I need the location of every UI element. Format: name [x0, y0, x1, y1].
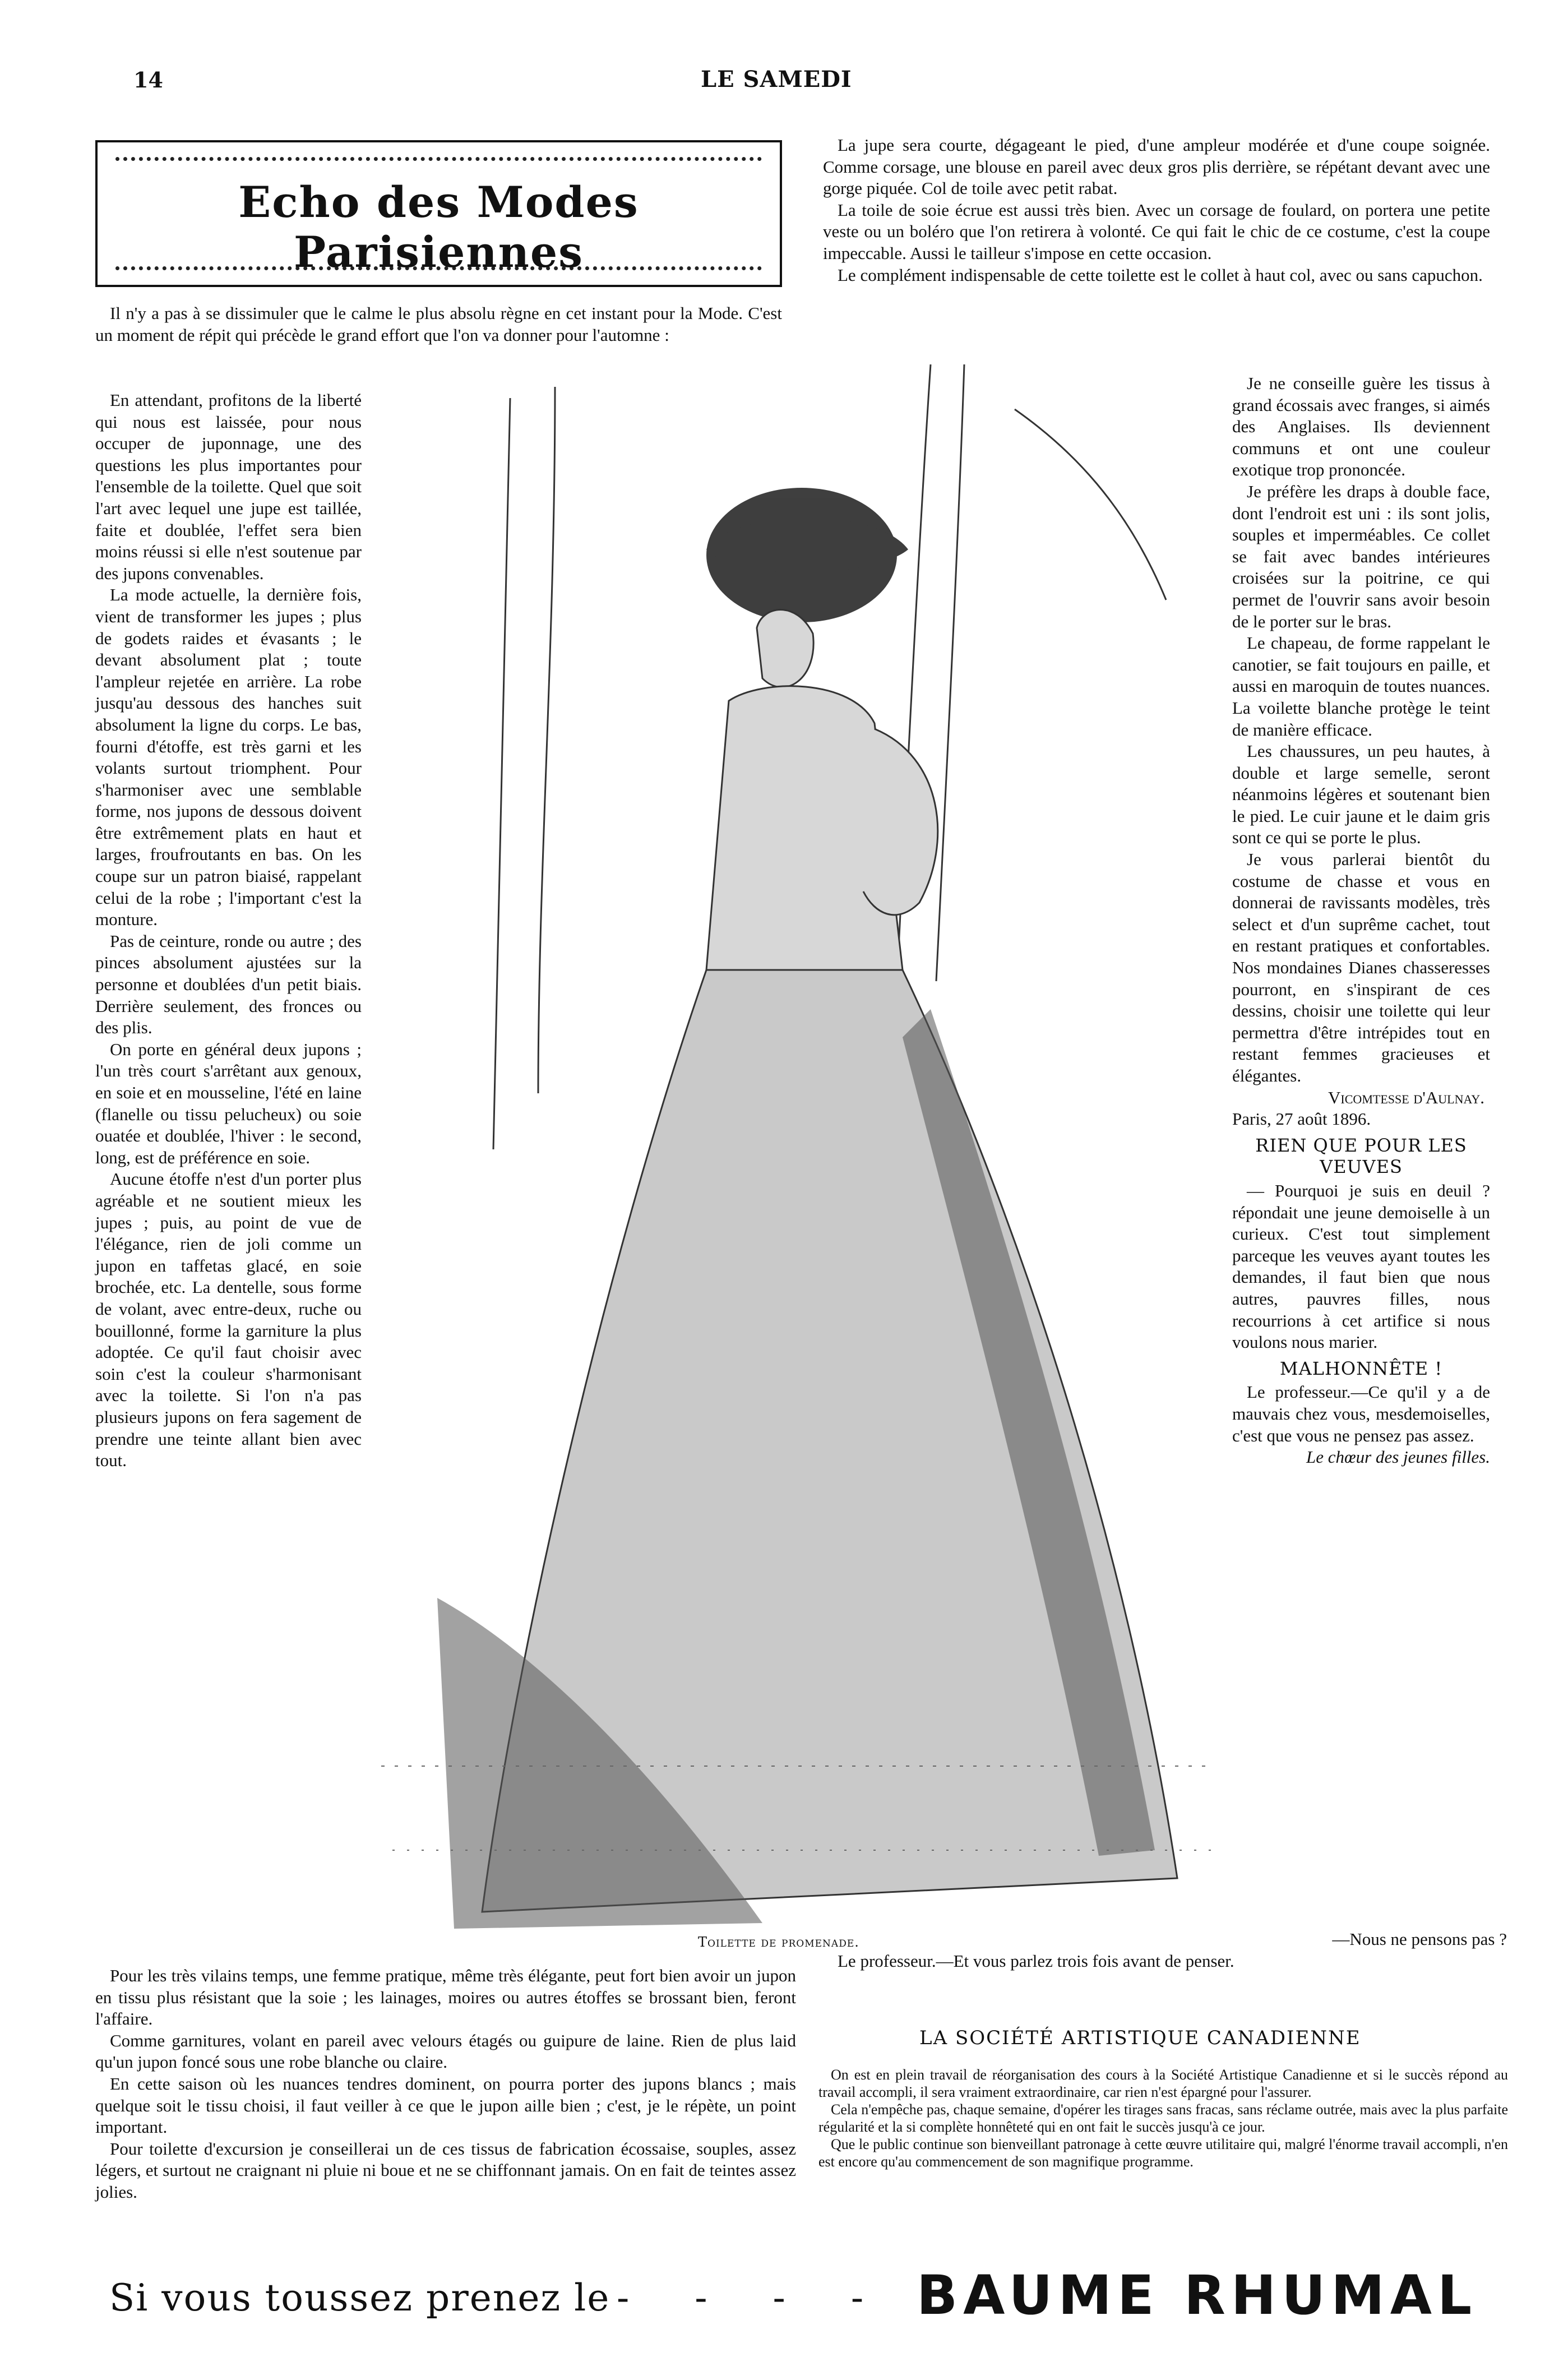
paragraph: Pour les très vilains temps, une femme pratique, même très élégante, peut fort bien avoir un jupon en tissu plus résistant que la soie ; les lainages, moires ou autres étoffes se brossant bien, feront l'affaire. — [95, 1966, 796, 2029]
humor-continuation — [823, 1929, 1507, 1972]
paragraph: La toile de soie écrue est aussi très bien. Avec un corsage de foulard, on portera une petite veste ou un boléro que l'on retirera à volonté. Ce qui fait le chic de ce costume, c'est la coupe impeccable. Aussi le tailleur s'impose en cette occasion. — [823, 200, 1490, 263]
paragraph: Je vous parlerai bientôt du costume de chasse et vous en donnerai de ravissants modèles, très select et d'un suprême cachet, tout en restant pratiques et confortables. Nos mondaines Dianes chasseresses pourront, en s'inspirant de ces dessins, choisir une toilette qui leur permettra d'être intrépides tout en restant femmes gracieuses et élégantes. — [1232, 849, 1490, 1085]
paragraph: Je ne conseille guère les tissus à grand écossais avec franges, si aimés des Anglaises. Ils deviennent communs et ont une couleur exotique trop prononcée. — [1232, 373, 1490, 480]
paragraph: Pour toilette d'excursion je conseillerai un de ces tissus de fabrication écossaise, souples, assez légers, et surtout ne craignant ni pluie ni boue et ne se chiffonnant jamais. On en fait de teintes assez jolies. — [95, 2138, 796, 2202]
article-continuation — [95, 1965, 796, 2203]
paragraph: On est en plein travail de réorganisation des cours à la Société Artistique Canadienne et si le succès répond au travail accompli, il sera vraiment extraordinaire, car rien n'est épargné pour l'assurer. — [818, 2067, 1508, 2100]
article-intro — [95, 303, 782, 346]
paragraph: Pas de ceinture, ronde ou autre ; des pinces absolument ajustées sur la personne et doublées d'un petit biais. Derrière seulement, des fronces ou des plis. — [95, 931, 362, 1038]
paragraph: En cette saison où les nuances tendres dominent, on pourra porter des jupons blancs ; mais quelque soit le tissu choisi, il faut veiller à ce que le jupon aille bien ; c'est, je le répète, un point important. — [95, 2073, 796, 2137]
paragraph: —Nous ne pensons pas ? — [1332, 1929, 1507, 1949]
running-head: LE SAMEDI — [701, 66, 852, 93]
paragraph: Le chapeau, de forme rappelant le canotier, se fait toujours en paille, et aussi en maroquin de toutes nuances. La voilette blanche protège le teint de manière efficace. — [1232, 633, 1490, 740]
left-column — [95, 390, 362, 1472]
woman-in-promenade-dress-drawing — [370, 364, 1228, 1968]
page-number: 14 — [133, 67, 163, 93]
paragraph: Le chœur des jeunes filles. — [1306, 1447, 1490, 1467]
paragraph: Il n'y a pas à se dissimuler que le calme le plus absolu règne en cet instant pour la Mode. C'est un moment de répit qui précède le grand effort que l'on va donner pour l'automne : — [95, 303, 782, 345]
paragraph: On porte en général deux jupons ; l'un très court s'arrêtant aux genoux, en soie et en mousseline, l'été en laine (flanelle ou tissu pelucheux) ou soie ouatée et doublée, l'hiver : le second, long, est de préférence en soie. — [95, 1039, 362, 1167]
section-heading: LA SOCIÉTÉ ARTISTIQUE CANADIENNE — [919, 2027, 1361, 2049]
author-signature: Vicomtesse d'Aulnay. — [1328, 1087, 1484, 1107]
right-column-top — [823, 135, 1490, 286]
paragraph: Les chaussures, un peu hautes, à double et large semelle, seront néanmoins légères et soutenant bien le pied. Le cuir jaune et le daim gris sont ce qui se porte le plus. — [1232, 741, 1490, 848]
section-heading: RIEN QUE POUR LES VEUVES — [1255, 1134, 1467, 1178]
paragraph: Le professeur.—Ce qu'il y a de mauvais chez vous, mesdemoiselles, c'est que vous ne pensez pas assez. — [1232, 1382, 1490, 1445]
paragraph: Le professeur.—Et vous parlez trois fois avant de penser. — [838, 1951, 1234, 1971]
paragraph: Aucune étoffe n'est d'un porter plus agréable et ne soutient mieux les jupes ; puis, au point de vue de l'élégance, rien de joli comme un jupon en taffetas glacé, en soie brochée, etc. La dentelle, sous forme de volant, avec entre-deux, ruche ou bouillonné, forme la garniture la plus adoptée. Ce qu'il faut choisir avec soin c'est la couleur s'harmonisant avec la toilette. Si l'on n'a pas plusieurs jupons on fera sagement de prendre une teinte allant bien avec tout. — [95, 1169, 362, 1471]
illustration-caption: Toilette de promenade. — [698, 1934, 859, 1950]
societe-text — [818, 2066, 1508, 2170]
right-column-narrow — [1232, 373, 1490, 1468]
paragraph: Que le public continue son bienveillant patronage à cette œuvre utilitaire qui, malgré l'énorme travail accompli, n'en est encore qu'au commencement de son magnifique programme. — [818, 2136, 1508, 2170]
paragraph: Cela n'empêche pas, chaque semaine, d'opérer les tirages sans fracas, sans réclame outrée, mais avec la plus parfaite régularité et la si complète honnêteté qui en ont fait le succès jusqu'à ce jour. — [818, 2101, 1508, 2135]
article-heading-frame — [95, 140, 782, 287]
paragraph: La jupe sera courte, dégageant le pied, d'une ampleur modérée et d'une coupe soignée. Comme corsage, une blouse en pareil avec deux gros plis derrière, se répétant devant avec une gorge piquée. Col de toile avec petit rabat. — [823, 135, 1490, 198]
dateline: Paris, 27 août 1896. — [1232, 1109, 1371, 1129]
paragraph: Le complément indispensable de cette toilette est le collet à haut col, avec ou sans capuchon. — [838, 265, 1483, 285]
paragraph: Comme garnitures, volant en pareil avec velours étagés ou guipure de laine. Rien de plus laid qu'un jupon foncé sous une robe blanche ou claire. — [95, 2030, 796, 2072]
advertisement-dashes: - - - - — [617, 2276, 891, 2319]
paragraph: En attendant, profitons de la liberté qui nous est laissée, pour nous occuper de juponnage, une des questions les plus importantes pour l'ensemble de la toilette. Quel que soit l'art avec lequel une jupe est taillée, faite et doublée, l'effet sera bien moins réussi si elle n'est soutenue par des jupons convenables. — [95, 390, 362, 583]
article-title: Echo des Modes Parisiennes — [238, 177, 639, 277]
paragraph: La mode actuelle, la dernière fois, vient de transformer les jupes ; plus de godets raides et évasants ; le devant absolument plat ; toute l'ampleur rejetée en arrière. La robe jusqu'au dessous des hanches suit absolument la ligne du corps. Le bas, fourni d'étoffe, est très garni et les volants surtout triomphent. Pour s'harmoniser avec une semblable forme, nos jupons de dessous doivent être extrêmement plats en haut et larges, froufroutants en bas. On les coupe sur un patron biaisé, rappelant celui de la robe ; l'important c'est la monture. — [95, 585, 362, 930]
fashion-illustration — [370, 364, 1228, 1968]
advertisement-brand: BAUME RHUMAL — [917, 2264, 1478, 2327]
advertisement-text: Si vous toussez prenez le — [109, 2276, 610, 2319]
paragraph: — Pourquoi je suis en deuil ? répondait une jeune demoiselle à un curieux. C'est tout simplement parceque les veuves ayant toutes les demandes, il faut bien que nous autres, pauvres filles, nous recourrions à cet artifice si nous voulons nous marier. — [1232, 1180, 1490, 1352]
section-heading: MALHONNÊTE ! — [1279, 1357, 1443, 1379]
paragraph: Je préfère les draps à double face, dont l'endroit est uni : ils sont jolis, souples et imperméables. Ce collet se fait avec bandes intérieures croisées sur la poitrine, ce qui permet de l'ouvrir sans avoir besoin de le porter sur le bras. — [1232, 481, 1490, 631]
